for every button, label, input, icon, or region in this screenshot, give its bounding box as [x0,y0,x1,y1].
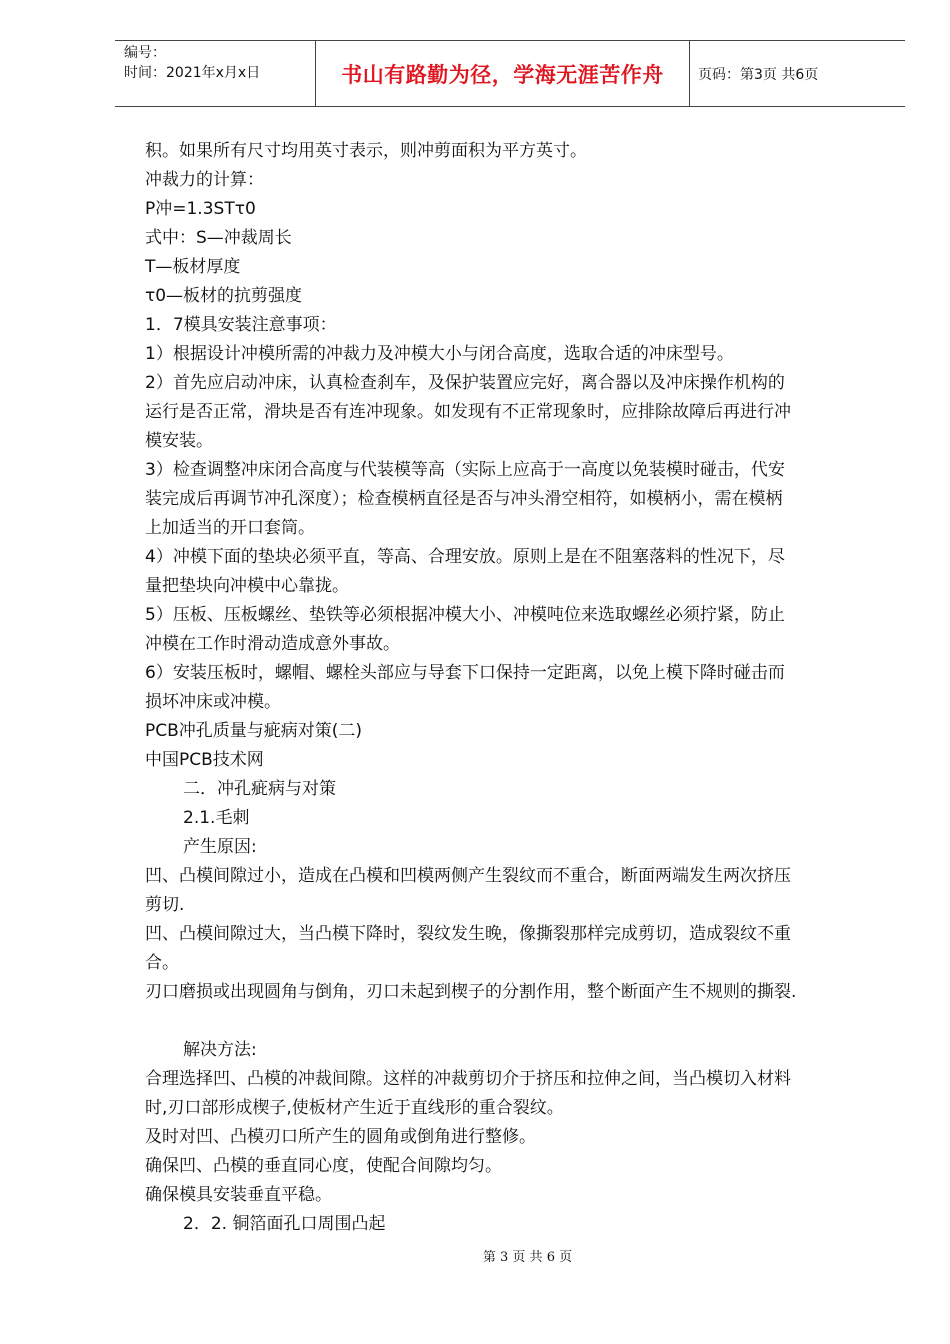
body-line: 装完成后再调节冲孔深度）；检查模柄直径是否与冲头滑空相符，如模柄小，需在模柄 [145,489,783,509]
header-number-label: 编号： [124,45,166,61]
subsection-heading: 2．2. 铜箔面孔口周围凸起 [183,1214,386,1234]
body-line: 量把垫块向冲模中心靠拢。 [145,576,349,596]
page-footer: 第 3 页 共 6 页 [482,1250,573,1265]
body-line: 式中：S—冲裁周长 [145,228,292,248]
subsection-heading: 2.1.毛刺 [183,808,250,828]
article-source: 中国PCB技术网 [145,750,264,770]
formula-line: P冲=1.3STτ0 [145,199,256,219]
subheading-solutions: 解决方法: [183,1040,257,1060]
document-body [145,137,880,1239]
subheading-causes: 产生原因: [183,837,257,857]
body-line: 合。 [145,953,179,973]
section-heading: 1．7模具安装注意事项： [145,315,337,335]
body-line: T—板材厚度 [145,257,241,277]
body-line: 时,刃口部形成楔子,使板材产生近于直线形的重合裂纹。 [145,1098,564,1118]
body-line: 剪切. [145,895,185,915]
body-line: 冲模在工作时滑动造成意外事故。 [145,634,400,654]
body-line: τ0—板材的抗剪强度 [145,286,303,306]
body-line: 确保模具安装垂直平稳。 [145,1185,332,1205]
blank-line [145,1007,880,1036]
body-line: 冲裁力的计算： [145,170,264,190]
section-heading: 二．冲孔疵病与对策 [183,779,336,799]
header-motto: 书山有路勤为径，学海无涯苦作舟 [316,41,690,106]
body-line: 凹、凸模间隙过大，当凸模下降时，裂纹发生晚，像撕裂那样完成剪切，造成裂纹不重 [145,924,791,944]
page-header [115,40,905,107]
body-line: 3）检查调整冲床闭合高度与代装模等高（实际上应高于一高度以免装模时碰击，代安 [145,460,785,480]
body-line: 及时对凹、凸模刃口所产生的圆角或倒角进行整修。 [145,1127,536,1147]
body-line: 模安装。 [145,431,213,451]
header-time-label: 时间：2021年x月x日 [124,65,261,81]
article-title: PCB冲孔质量与疵病对策(二) [145,721,363,741]
body-line: 2）首先应启动冲床，认真检查刹车，及保护装置应完好，离合器以及冲床操作机构的 [145,373,785,393]
body-line: 上加适当的开口套筒。 [145,518,315,538]
body-line: 确保凹、凸模的垂直同心度，使配合间隙均匀。 [145,1156,502,1176]
body-line: 运行是否正常，滑块是否有连冲现象。如发现有不正常现象时，应排除故障后再进行冲 [145,402,791,422]
body-line: 积。如果所有尺寸均用英寸表示，则冲剪面积为平方英寸。 [145,141,587,161]
body-line: 4）冲模下面的垫块必须平直，等高、合理安放。原则上是在不阻塞落料的性况下，尽 [145,547,785,567]
header-meta [115,41,316,106]
body-line: 合理选择凹、凸模的冲裁间隙。这样的冲裁剪切介于挤压和拉伸之间，当凸模切入材料 [145,1069,791,1089]
body-line: 6）安装压板时，螺帽、螺栓头部应与导套下口保持一定距离，以免上模下降时碰击而 [145,663,785,683]
header-page-info: 页码：第3页 共6页 [698,66,819,83]
body-line: 凹、凸模间隙过小，造成在凸模和凹模两侧产生裂纹而不重合，断面两端发生两次挤压 [145,866,791,886]
body-line: 损坏冲床或冲模。 [145,692,281,712]
body-line: 5）压板、压板螺丝、垫铁等必须根据冲模大小、冲模吨位来选取螺丝必须拧紧，防止 [145,605,785,625]
body-line: 1）根据设计冲模所需的冲裁力及冲模大小与闭合高度，选取合适的冲床型号。 [145,344,734,364]
body-line: 刃口磨损或出现圆角与倒角，刃口未起到楔子的分割作用，整个断面产生不规则的撕裂. [145,982,797,1002]
